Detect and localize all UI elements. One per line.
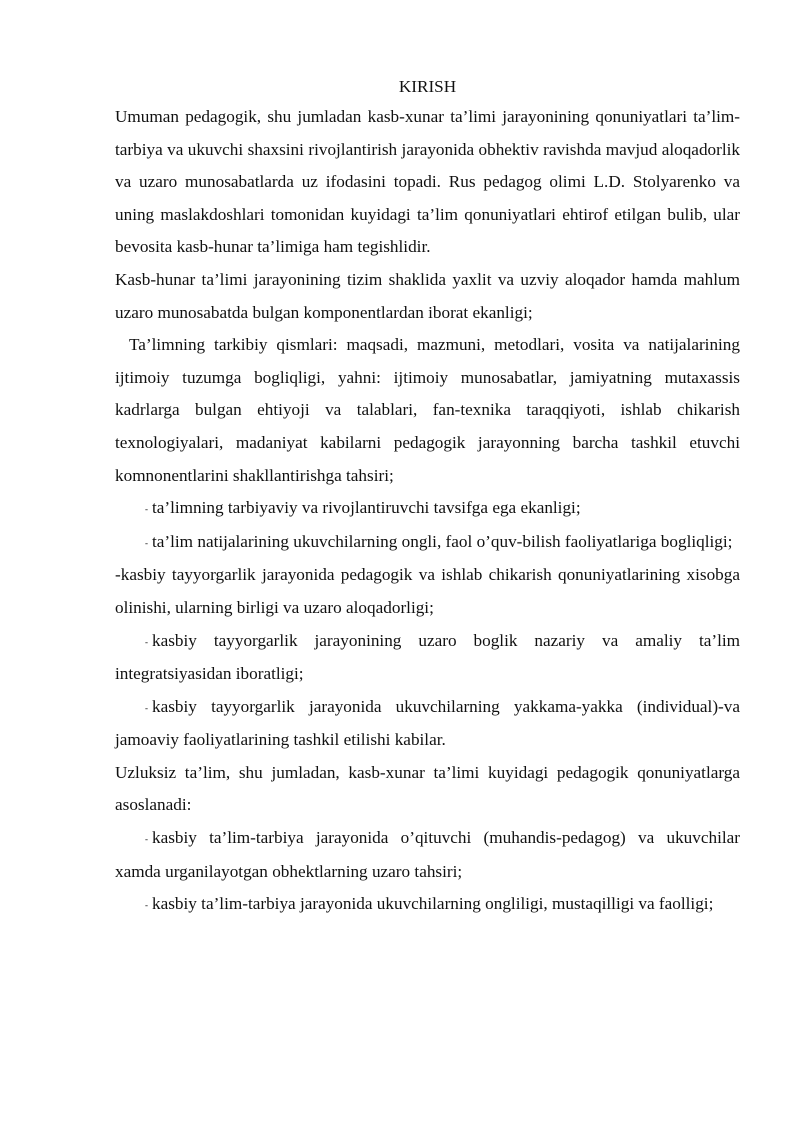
list-item-pedagogical-laws: [115, 559, 740, 624]
document-title: KIRISH: [398, 77, 457, 96]
list-item-text: ta’lim natijalarining ukuvchilarning ongli, faol o’quv-bilish faoliyatlariga bogliqligi;: [152, 531, 733, 551]
list-dash: -: [145, 900, 148, 911]
list-item-text: kasbiy ta’lim-tarbiya jarayonida ukuvchilarning ongliligi, mustaqilligi va faolligi;: [152, 894, 714, 914]
list-item-activity: [115, 888, 740, 922]
list-dash: -: [145, 504, 148, 515]
list-item-educational: [115, 492, 740, 526]
document-page: [115, 73, 740, 922]
paragraph-text: Umuman pedagogik, shu jumladan kasb-xunar ta’limi jarayonining qonuniyatlari ta’lim-tarbiya va ukuvchi shaxsini rivojlantirish jarayonida obhektiv ravishda mavjud aloqadorlik va uzaro munosabatlarda uz ifodasini topadi. Rus pedagog olimi L.D. Stolyarenko va uning maslakdoshlari tomonidan kuyidagi ta’lim qonuniyatlari ehtirof etilgan bulib, ular bevosita kasb-hunar ta’limiga ham tegishlidir.: [115, 107, 740, 257]
list-item-text: ta’limning tarbiyaviy va rivojlantiruvchi tavsifga ega ekanligi;: [152, 498, 581, 518]
paragraph-system: [115, 264, 740, 329]
list-dash: -: [145, 702, 148, 713]
list-item-interaction: [115, 822, 740, 888]
paragraph-components: [115, 329, 740, 492]
paragraph-intro: [115, 101, 740, 264]
list-item-integration: [115, 625, 740, 691]
list-dash: -: [145, 834, 148, 845]
list-item-individual: [115, 691, 740, 757]
paragraph-text: Kasb-hunar ta’limi jarayonining tizim shaklida yaxlit va uzviy aloqador hamda mahlum uzaro munosabatda bulgan komponentlardan iborat ekanligi;: [115, 269, 740, 322]
paragraph-text: Ta’limning tarkibiy qismlari: maqsadi, mazmuni, metodlari, vosita va natijalarining ijtimoiy tuzumga bogliqligi, yahni: ijtimoiy munosabatlar, jamiyatning mutaxassis kadrlarga bulgan ehtiyoji va talablari, fan-texnika taraqqiyoti, ishlab chikarish texnologiyalari, madaniyat kabilarni pedagogik jarayonning barcha tashkil etuvchi komnonentlarini shakllantirishga tahsiri;: [115, 335, 740, 485]
list-item-text: kasbiy ta’lim-tarbiya jarayonida o’qituvchi (muhandis-pedagog) va ukuvchilar xamda urganilayotgan obhektlarning uzaro tahsiri;: [115, 828, 740, 881]
paragraph-text: Uzluksiz ta’lim, shu jumladan, kasb-xunar ta’limi kuyidagi pedagogik qonuniyatlarga asoslanadi:: [115, 762, 740, 815]
list-dash: -: [145, 537, 148, 548]
list-item-text: kasbiy tayyorgarlik jarayonining uzaro boglik nazariy va amaliy ta’lim integratsiyasidan iboratligi;: [115, 630, 740, 684]
paragraph-continuous: [115, 757, 740, 822]
list-item-text: -kasbiy tayyorgarlik jarayonida pedagogik va ishlab chikarish qonuniyatlarining xisobga olinishi, ularning birligi va uzaro aloqadorligi;: [115, 565, 740, 617]
list-item-text: kasbiy tayyorgarlik jarayonida ukuvchilarning yakkama-yakka (individual)-va jamoaviy faoliyatlarining tashkil etilishi kabilar.: [115, 696, 740, 750]
list-item-results: [115, 526, 740, 560]
list-dash: -: [145, 636, 148, 647]
